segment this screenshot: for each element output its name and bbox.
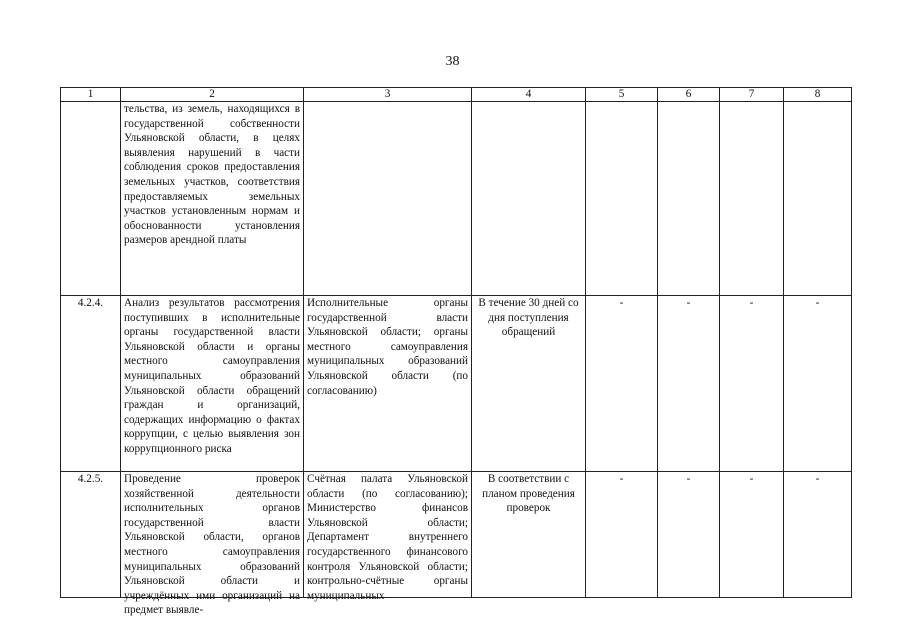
executors-cell — [304, 102, 472, 296]
header-cell-4: 4 — [472, 88, 586, 102]
row-number — [61, 102, 121, 296]
col8-cell — [784, 102, 852, 296]
col6-cell: - — [658, 296, 720, 472]
page-number: 38 — [445, 54, 460, 69]
table-row — [61, 472, 852, 598]
header-cell-6: 6 — [658, 88, 720, 102]
col7-cell: - — [720, 296, 784, 472]
activity-cell: Проведение проверок хозяйственной деятельности исполнительных органов государственной власти Ульяновской области, органов местного самоуправления муниципальных образований Ульяновской области и учреждённых ими организаций на предмет выявле- — [124, 473, 300, 617]
executors-cell: Исполнительные органы государственной власти Ульяновской области; органы местного самоуправления муниципальных образований Ульяновской области (по согласованию) — [304, 296, 472, 472]
col6-cell: - — [658, 472, 720, 598]
table-row — [61, 296, 852, 472]
deadline-cell — [472, 102, 586, 296]
header-cell-1: 1 — [61, 88, 121, 102]
col8-cell: - — [784, 296, 852, 472]
header-row — [61, 88, 852, 102]
col5-cell: - — [586, 472, 658, 598]
col5-cell: - — [586, 296, 658, 472]
header-cell-5: 5 — [586, 88, 658, 102]
header-cell-3: 3 — [304, 88, 472, 102]
deadline-cell: В течение 30 дней со дня поступления обращений — [472, 296, 586, 472]
activity-cell: тельства, из земель, находящихся в государственной собственности Ульяновской области, в целях выявления нарушений в части соблюдения сроков предоставления земельных участков, соответствия предоставляемых земельных участков установленным нормам и обоснованности установления размеров арендной платы — [121, 102, 304, 296]
deadline-cell: В соответствии с планом проведения проверок — [472, 472, 586, 598]
col7-cell: - — [720, 472, 784, 598]
col6-cell — [658, 102, 720, 296]
row-number: 4.2.5. — [61, 472, 121, 598]
col7-cell — [720, 102, 784, 296]
col8-cell: - — [784, 472, 852, 598]
activity-cell: Анализ результатов рассмотрения поступивших в исполнительные органы государственной власти Ульяновской области и органы местного самоуправления муниципальных образований Ульяновской области обращений граждан и организаций, содержащих информацию о фактах коррупции, с целью выявления зон коррупционного риска — [121, 296, 304, 472]
row-number: 4.2.4. — [61, 296, 121, 472]
header-cell-8: 8 — [784, 88, 852, 102]
col5-cell — [586, 102, 658, 296]
header-cell-2: 2 — [121, 88, 304, 102]
table-row — [61, 102, 852, 296]
measures-table — [60, 87, 852, 617]
header-cell-7: 7 — [720, 88, 784, 102]
executors-cell: Счётная палата Ульяновской области (по согласованию); Министерство финансов Ульяновской области; Департамент внутреннего государственного финансового контроля Ульяновской области; контрольно-счётные органы муниципальных — [307, 473, 468, 602]
